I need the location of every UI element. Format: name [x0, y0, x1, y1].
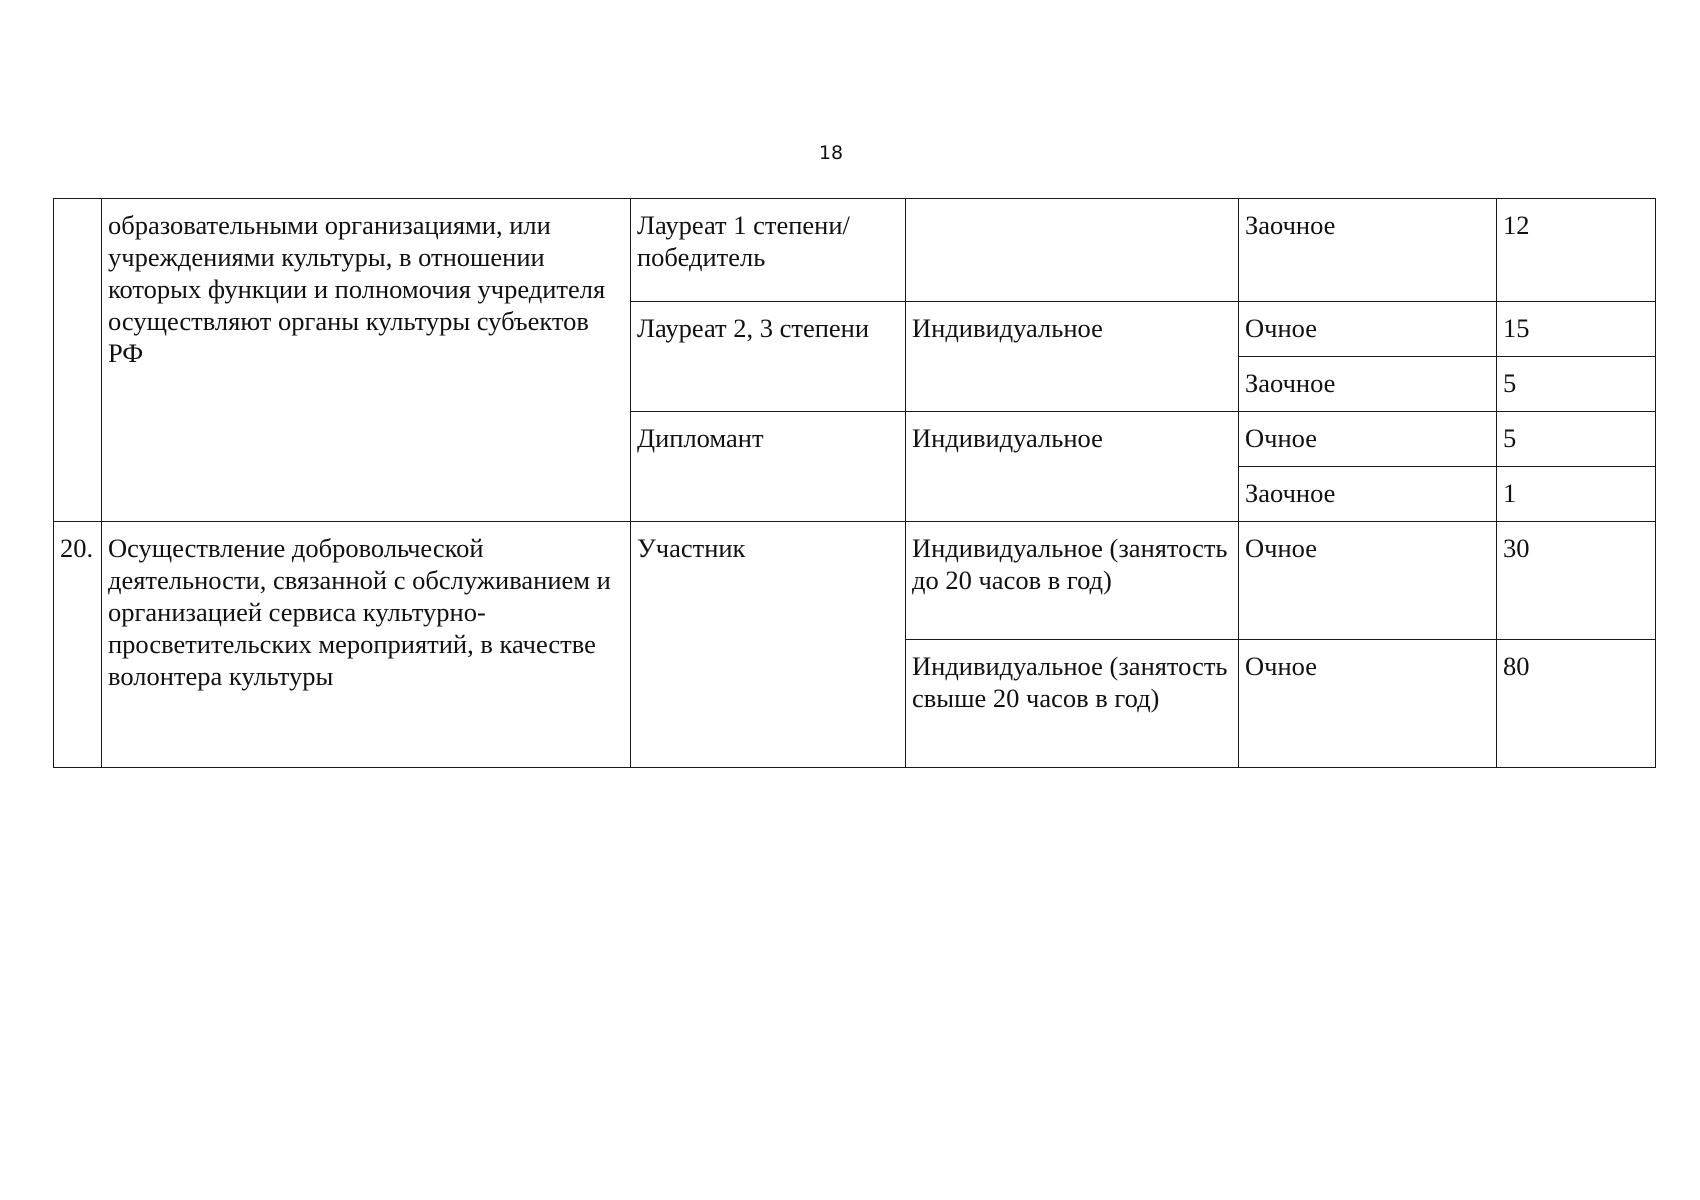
participation-cell: Индивидуальное	[906, 302, 1239, 412]
criteria-table	[53, 198, 1656, 768]
points-cell: 80	[1497, 640, 1656, 768]
status-cell: Лауреат 2, 3 степени	[631, 302, 906, 412]
row-number-cell: 20.	[54, 522, 102, 768]
status-cell: Дипломант	[631, 412, 906, 522]
form-cell: Очное	[1239, 302, 1497, 357]
status-cell: Участник	[631, 522, 906, 768]
description-cell: образовательными организациями, или учреждениями культуры, в отношении которых функции и полномочия учредителя осуществляют органы культуры субъектов РФ	[102, 199, 631, 522]
form-cell: Очное	[1239, 640, 1497, 768]
row-number-cell	[54, 199, 102, 522]
participation-cell: Индивидуальное (занятость свыше 20 часов в год)	[906, 640, 1239, 768]
form-cell: Очное	[1239, 522, 1497, 640]
status-cell: Лауреат 1 степени/победитель	[631, 199, 906, 302]
page-number: 18	[818, 142, 844, 164]
form-cell: Заочное	[1239, 467, 1497, 522]
participation-cell: Индивидуальное (занятость до 20 часов в год)	[906, 522, 1239, 640]
participation-cell	[906, 199, 1239, 302]
participation-cell: Индивидуальное	[906, 412, 1239, 522]
points-cell: 1	[1497, 467, 1656, 522]
table-row	[54, 199, 1656, 302]
form-cell: Очное	[1239, 412, 1497, 467]
table-row	[54, 522, 1656, 640]
points-cell: 12	[1497, 199, 1656, 302]
form-cell: Заочное	[1239, 199, 1497, 302]
form-cell: Заочное	[1239, 357, 1497, 412]
points-cell: 5	[1497, 412, 1656, 467]
points-cell: 30	[1497, 522, 1656, 640]
points-cell: 5	[1497, 357, 1656, 412]
points-cell: 15	[1497, 302, 1656, 357]
description-cell: Осуществление добровольческой деятельности, связанной с обслуживанием и организацией сервиса культурно-просветительских мероприятий, в качестве волонтера культуры	[102, 522, 631, 768]
